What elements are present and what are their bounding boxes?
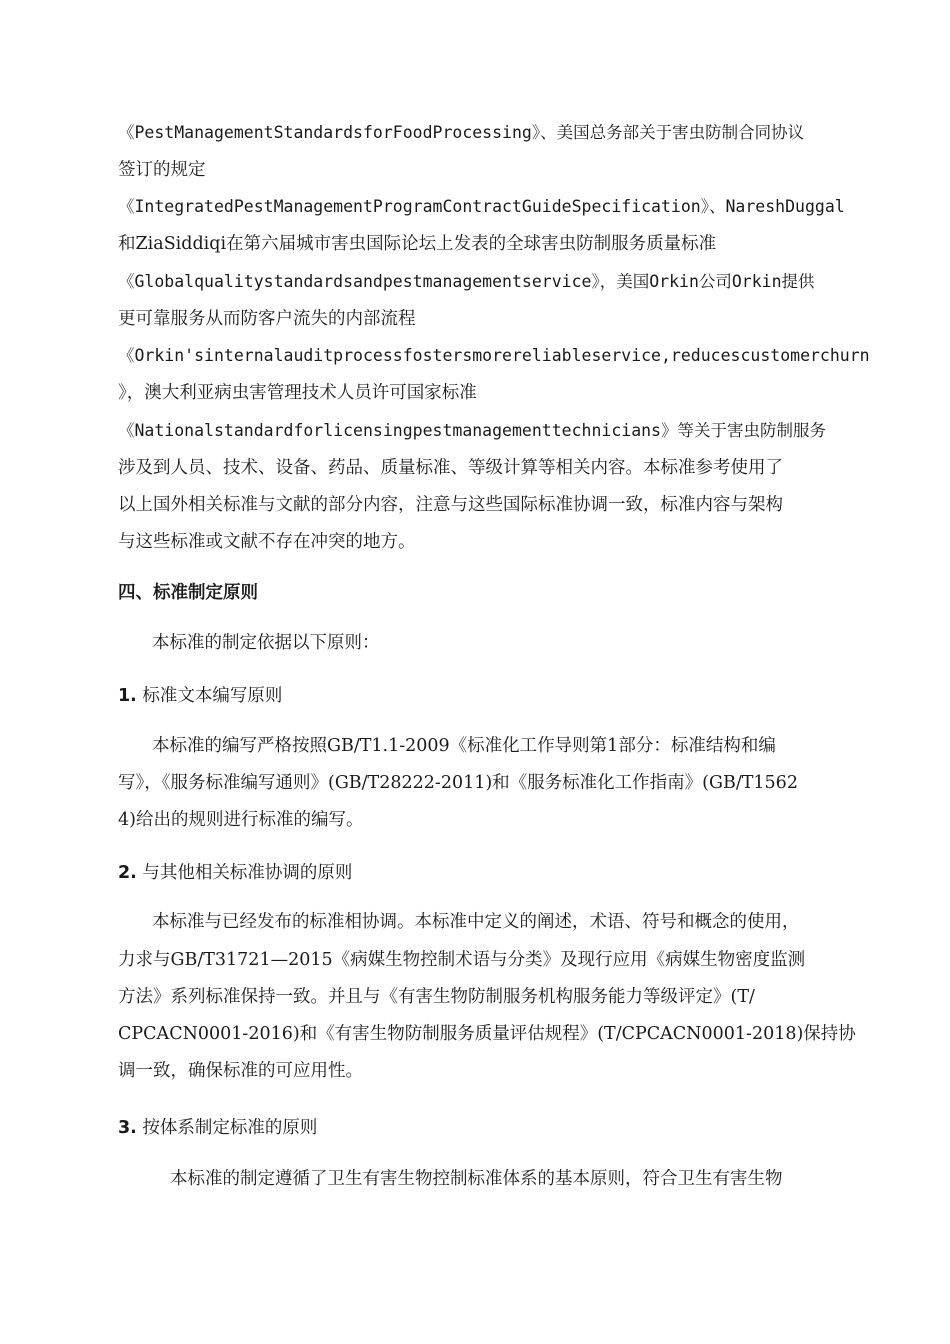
body-text-line: 《Orkin'sinternalauditprocessfostersmorereliableservice,reducescustomerchurn xyxy=(118,346,870,365)
body-text-line: 本标准的编写严格按照GB/T1.1-2009《标准化工作导则第1部分：标准结构和编 xyxy=(152,736,776,756)
principle-title: 标准文本编写原则 xyxy=(142,686,283,706)
body-text-line: 写》，《服务标准编写通则》(GB/T28222-2011)和《服务标准化工作指南》(GB/T1562 xyxy=(118,773,798,793)
body-text-line: 《Nationalstandardforlicensingpestmanagementtechnicians》等关于害虫防制服务 xyxy=(118,421,826,440)
body-text-line: 》，澳大利亚病虫害管理技术人员许可国家标准 xyxy=(118,383,477,403)
body-text-line: 调一致，确保标准的可应用性。 xyxy=(118,1061,363,1081)
principle-title: 与其他相关标准协调的原则 xyxy=(142,863,353,883)
body-text-line: 本标准的制定遵循了卫生有害生物控制标准体系的基本原则，符合卫生有害生物 xyxy=(170,1169,783,1189)
body-text-line: 以上国外相关标准与文献的部分内容，注意与这些国际标准协调一致，标准内容与架构 xyxy=(118,495,783,515)
body-text-line: 《Globalqualitystandardsandpestmanagementservice》，美国Orkin公司Orkin提供 xyxy=(118,272,815,291)
body-text-line: 4)给出的规则进行标准的编写。 xyxy=(118,810,364,830)
body-text-line: 本标准与已经发布的标准相协调。本标准中定义的阐述，术语、符号和概念的使用， xyxy=(152,912,800,932)
section-heading: 四、标准制定原则 xyxy=(118,583,258,603)
body-text-line: 和ZiaSiddiqi在第六届城市害虫国际论坛上发表的全球害虫防制服务质量标准 xyxy=(118,234,717,254)
principle-heading-1 xyxy=(118,685,282,707)
principle-title: 按体系制定标准的原则 xyxy=(142,1118,318,1138)
principle-number: 1. xyxy=(118,686,137,706)
body-text-line: 涉及到人员、技术、设备、药品、质量标准、等级计算等相关内容。本标准参考使用了 xyxy=(118,458,783,478)
body-text-line: 《IntegratedPestManagementProgramContractGuideSpecification》、NareshDuggal xyxy=(118,197,845,216)
body-text-line: 更可靠服务从而防客户流失的内部流程 xyxy=(118,309,416,329)
principle-heading-2 xyxy=(118,862,352,884)
body-text-line: CPCACN0001-2016)和《有害生物防制服务质量评估规程》(T/CPCACN0001-2018)保持协 xyxy=(118,1024,856,1044)
principle-heading-3 xyxy=(118,1117,317,1139)
principle-number: 2. xyxy=(118,863,137,883)
principle-number: 3. xyxy=(118,1118,137,1138)
body-text-line: 方法》系列标准保持一致。并且与《有害生物防制服务机构服务能力等级评定》(T/ xyxy=(118,987,755,1007)
body-text-line: 签订的规定 xyxy=(118,160,206,180)
body-text-line: 与这些标准或文献不存在冲突的地方。 xyxy=(118,532,416,552)
body-text-line: 《PestManagementStandardsforFoodProcessing》、美国总务部关于害虫防制合同协议 xyxy=(118,123,805,142)
body-text-line: 力求与GB/T31721—2015《病媒生物控制术语与分类》及现行应用《病媒生物密度监测 xyxy=(118,950,806,970)
section-intro: 本标准的制定依据以下原则： xyxy=(152,633,380,653)
